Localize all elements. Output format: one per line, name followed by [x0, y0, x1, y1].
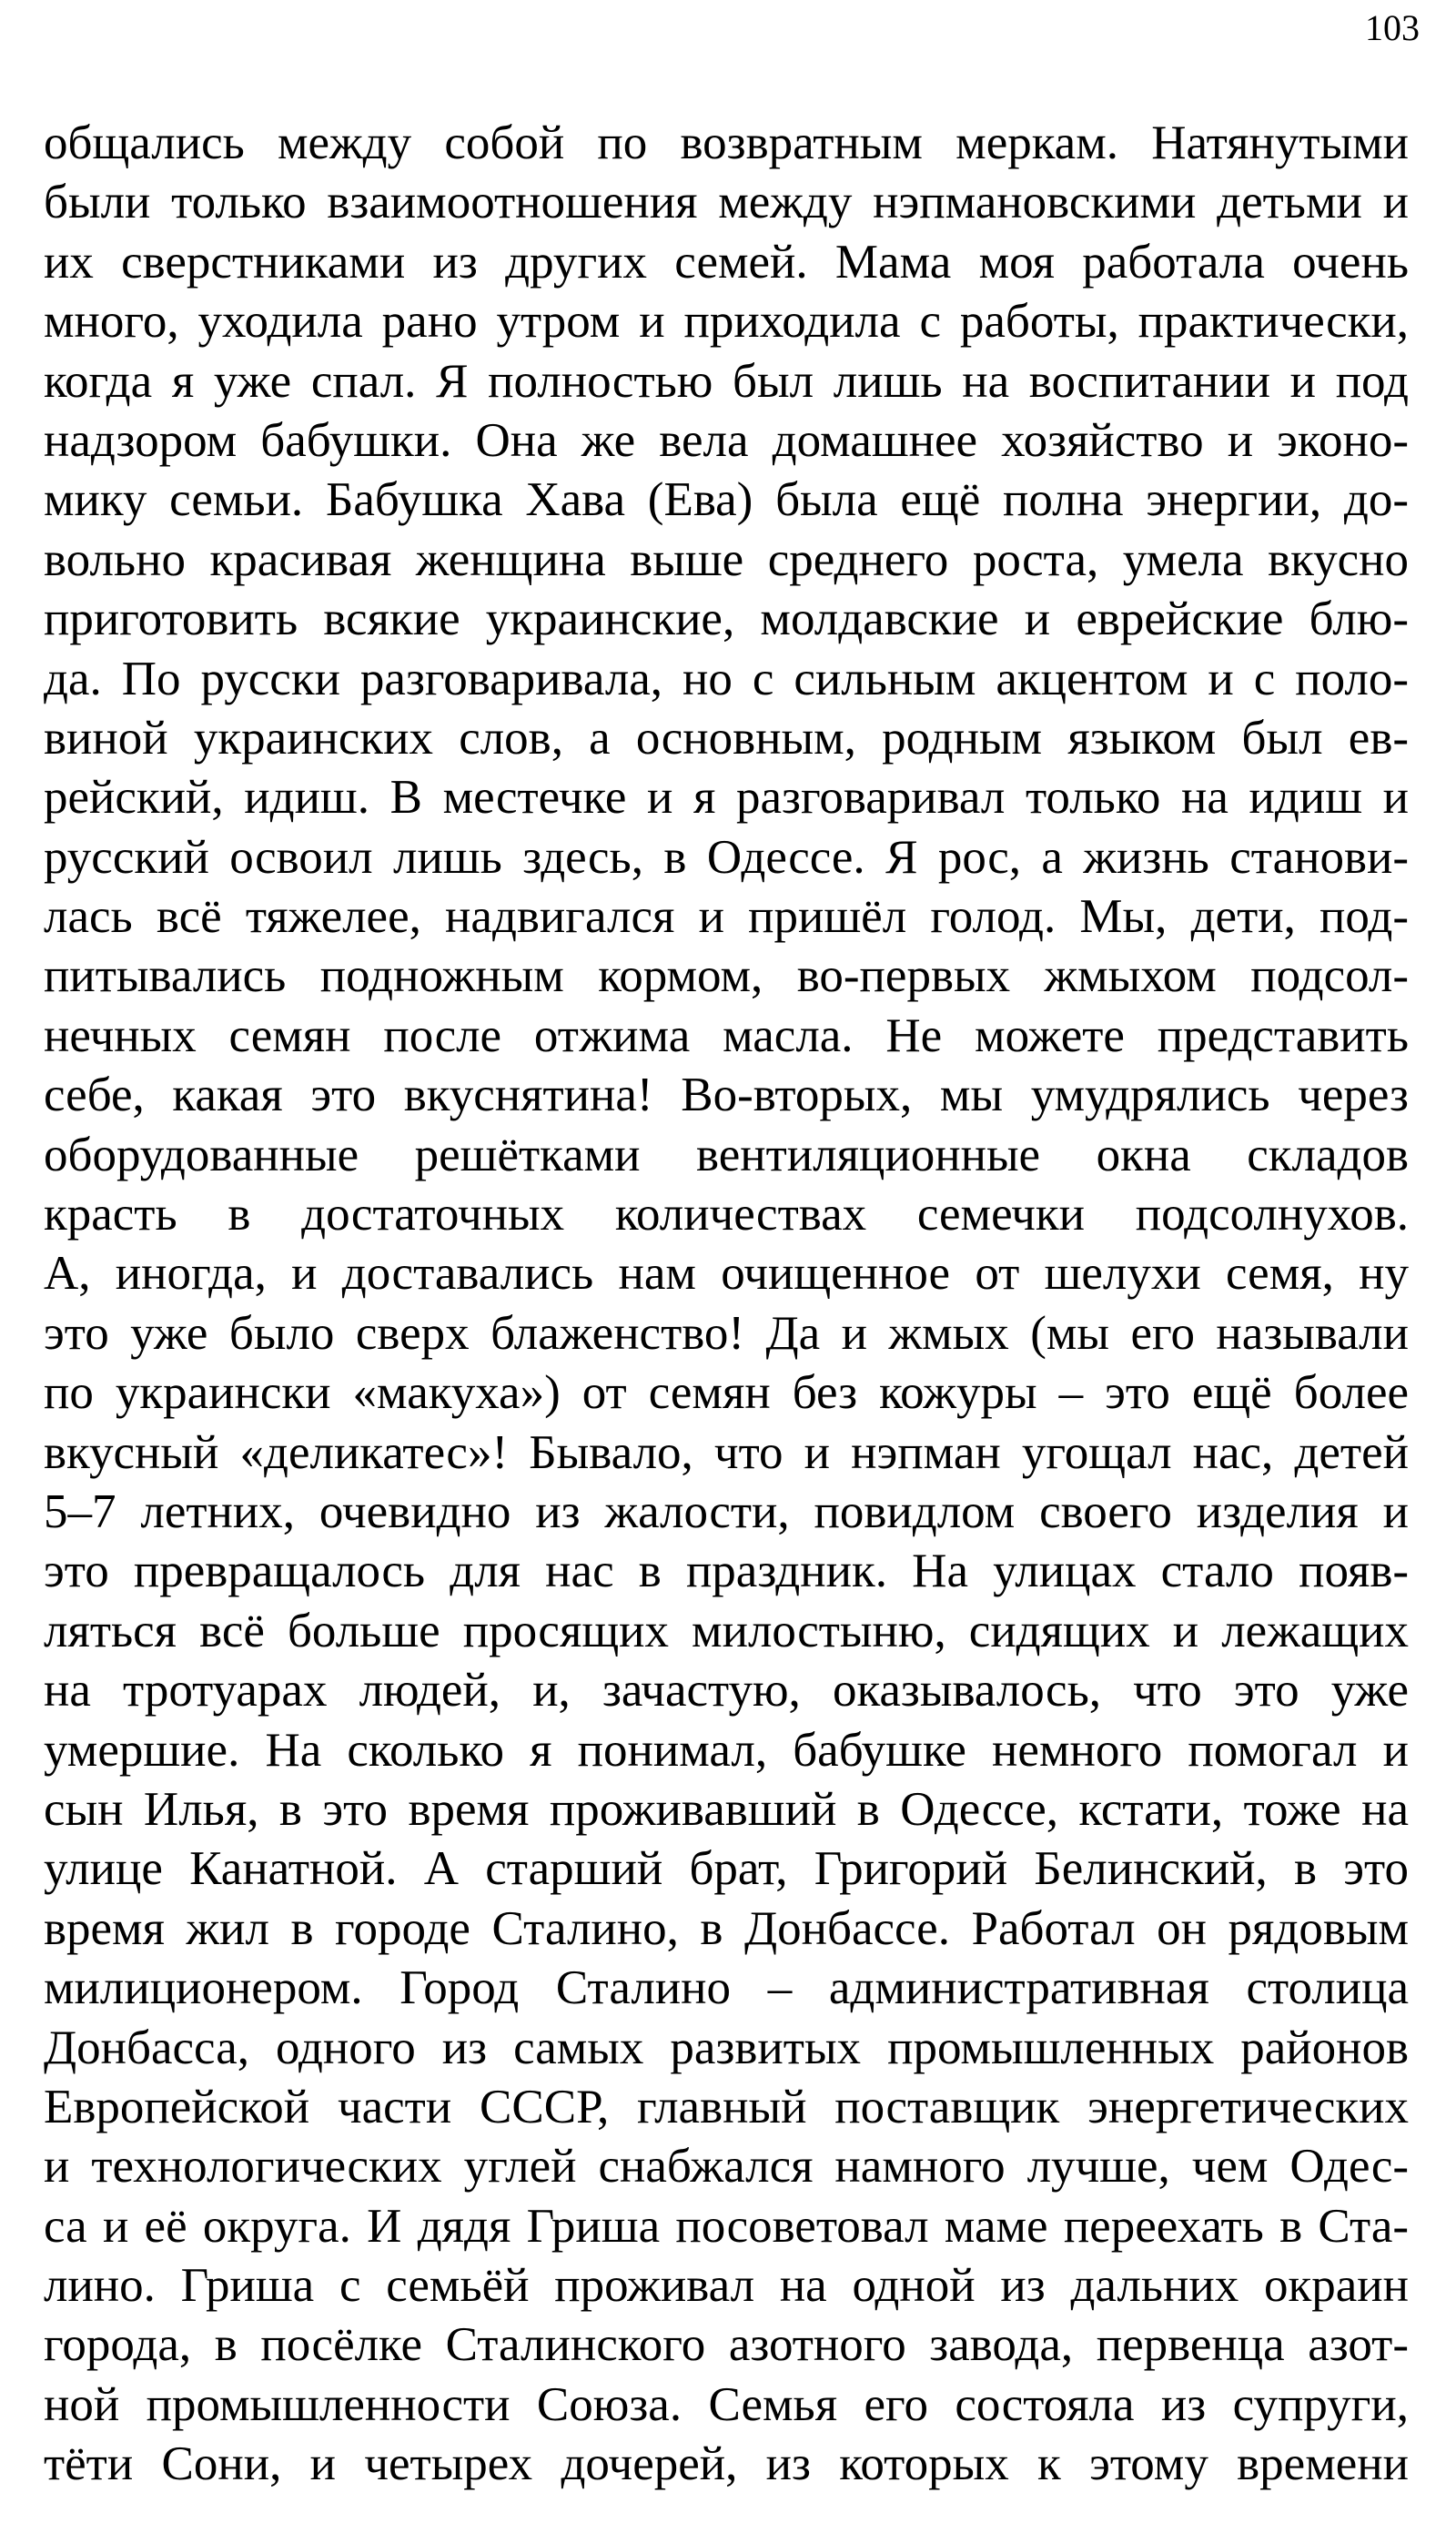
text-line: много, уходила рано утром и приходила с работы, практически, [44, 295, 1409, 349]
text-line: время жил в городе Сталино, в Донбассе. Работал он рядовым [44, 1901, 1409, 1955]
text-line: это уже было сверх блаженство! Да и жмых (мы его называли [44, 1306, 1409, 1360]
text-line: русский освоил лишь здесь, в Одессе. Я рос, а жизнь станови- [44, 830, 1409, 884]
text-line: когда я уже спал. Я полностью был лишь на воспитании и под [44, 354, 1409, 408]
text-line: нечных семян после отжима масла. Не можете представить [44, 1008, 1409, 1062]
text-line: лась всё тяжелее, надвигался и пришёл голод. Мы, дети, под- [44, 890, 1409, 944]
text-line: себе, какая это вкуснятина! Во-вторых, мы умудрялись через [44, 1069, 1409, 1122]
page-number: 103 [1365, 7, 1420, 48]
text-line: тёти Сони, и четырех дочерей, из которых к этому времени [44, 2437, 1409, 2491]
text-line: да. По русски разговаривала, но с сильным акцентом и с поло- [44, 652, 1409, 705]
text-line: Донбасса, одного из самых развитых промышленных районов [44, 2021, 1409, 2074]
text-line: общались между собой по возвратным меркам. Натянутыми [44, 117, 1409, 169]
text-line: надзором бабушки. Она же вела домашнее хозяйство и эконо- [44, 413, 1409, 467]
text-line: ляться всё больше просящих милостыню, сидящих и лежащих [44, 1604, 1409, 1657]
text-line: вольно красивая женщина выше среднего роста, умела вкусно [44, 532, 1409, 586]
text-line: вкусный «деликатес»! Бывало, что и нэпман угощал нас, детей [44, 1425, 1409, 1479]
text-line: приготовить всякие украинские, молдавские и еврейские блю- [44, 593, 1409, 646]
text-line: и технологических углей снабжался намного лучше, чем Одес- [44, 2140, 1409, 2194]
text-line: красть в достаточных количествах семечки подсолнухов. [44, 1188, 1409, 1241]
text-line: А, иногда, и доставались нам очищенное от шелухи семя, ну [44, 1247, 1409, 1301]
text-line: были только взаимоотношения между нэпмановскими детьми и [44, 176, 1409, 229]
text-line: умершие. На сколько я понимал, бабушке немного помогал и [44, 1723, 1409, 1777]
text-line: питывались подножным кормом, во-первых жмыхом подсол- [44, 949, 1409, 1003]
text-line: улице Канатной. А старший брат, Григорий Белинский, в это [44, 1842, 1409, 1896]
text-line: ной промышленности Союза. Семья его состояла из супруги, [44, 2377, 1409, 2431]
text-line: города, в посёлке Сталинского азотного завода, первенца азот- [44, 2318, 1409, 2372]
text-line: мику семьи. Бабушка Хава (Ева) была ещё полна энергии, до- [44, 473, 1409, 527]
text-line: милиционером. Город Сталино – административная столица [44, 1961, 1409, 2015]
text-line: это превращалось для нас в праздник. На улицах стало появ- [44, 1545, 1409, 1598]
text-line: сын Илья, в это время проживавший в Одессе, кстати, тоже на [44, 1782, 1409, 1836]
text-line: виной украинских слов, а основным, родным языком был ев- [44, 711, 1409, 765]
text-line: оборудованные решётками вентиляционные окна складов [44, 1128, 1409, 1181]
text-line: лино. Гриша с семьёй проживал на одной из дальних окраин [44, 2259, 1409, 2313]
text-line: Европейской части СССР, главный поставщик энергетических [44, 2080, 1409, 2133]
body-text [44, 114, 1409, 2495]
text-line: са и её округа. И дядя Гриша посоветовал маме переехать в Ста- [44, 2199, 1409, 2253]
text-line: по украински «макуха») от семян без кожуры – это ещё более [44, 1366, 1409, 1420]
text-line: на тротуарах людей, и, зачастую, оказывалось, что это уже [44, 1664, 1409, 1717]
text-line: 5–7 летних, очевидно из жалости, повидлом своего изделия и [44, 1484, 1409, 1538]
text-line: их сверстниками из других семей. Мама моя работала очень [44, 235, 1409, 289]
text-line: рейский, идиш. В местечке и я разговаривал только на идиш и [44, 771, 1409, 825]
